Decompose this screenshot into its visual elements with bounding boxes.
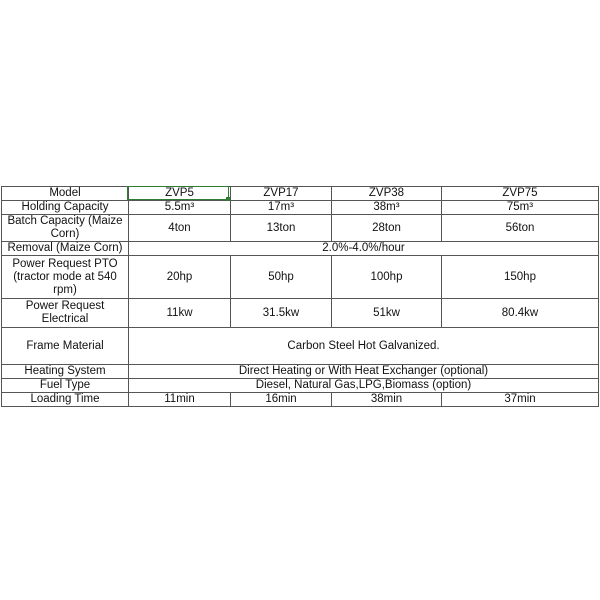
row-model (2, 187, 599, 201)
batch-zvp17[interactable]: 13ton (231, 215, 332, 242)
row-power-pto (2, 256, 599, 299)
model-zvp17[interactable]: ZVP17 (231, 187, 332, 201)
fuel-type-value[interactable]: Diesel, Natural Gas,LPG,Biomass (option) (129, 379, 599, 393)
row-heating-system (2, 365, 599, 379)
label-removal[interactable]: Removal (Maize Corn) (2, 242, 129, 256)
removal-value[interactable]: 2.0%-4.0%/hour (129, 242, 599, 256)
loading-zvp75[interactable]: 37min (442, 393, 599, 407)
label-holding-capacity[interactable]: Holding Capacity (2, 201, 129, 215)
row-fuel-type (2, 379, 599, 393)
electrical-zvp17[interactable]: 31.5kw (231, 299, 332, 328)
row-frame-material (2, 328, 599, 365)
holding-zvp75[interactable]: 75m³ (442, 201, 599, 215)
spec-table (1, 186, 599, 407)
frame-material-value[interactable]: Carbon Steel Hot Galvanized. (129, 328, 599, 365)
pto-zvp17[interactable]: 50hp (231, 256, 332, 299)
row-holding-capacity (2, 201, 599, 215)
pto-zvp5[interactable]: 20hp (129, 256, 231, 299)
label-power-electrical[interactable]: Power Request Electrical (2, 299, 129, 328)
model-zvp75[interactable]: ZVP75 (442, 187, 599, 201)
label-loading-time[interactable]: Loading Time (2, 393, 129, 407)
batch-zvp5[interactable]: 4ton (129, 215, 231, 242)
model-zvp38[interactable]: ZVP38 (332, 187, 442, 201)
holding-zvp5[interactable]: 5.5m³ (129, 201, 231, 215)
pto-zvp75[interactable]: 150hp (442, 256, 599, 299)
row-removal (2, 242, 599, 256)
label-power-pto[interactable]: Power Request PTO (tractor mode at 540 rpm) (2, 256, 129, 299)
label-model[interactable]: Model (2, 187, 129, 201)
heating-system-value[interactable]: Direct Heating or With Heat Exchanger (optional) (129, 365, 599, 379)
pto-zvp38[interactable]: 100hp (332, 256, 442, 299)
batch-zvp38[interactable]: 28ton (332, 215, 442, 242)
row-loading-time (2, 393, 599, 407)
electrical-zvp75[interactable]: 80.4kw (442, 299, 599, 328)
loading-zvp38[interactable]: 38min (332, 393, 442, 407)
electrical-zvp5[interactable]: 11kw (129, 299, 231, 328)
label-batch-capacity[interactable]: Batch Capacity (Maize Corn) (2, 215, 129, 242)
row-batch-capacity (2, 215, 599, 242)
electrical-zvp38[interactable]: 51kw (332, 299, 442, 328)
loading-zvp5[interactable]: 11min (129, 393, 231, 407)
label-fuel-type[interactable]: Fuel Type (2, 379, 129, 393)
holding-zvp17[interactable]: 17m³ (231, 201, 332, 215)
label-frame-material[interactable]: Frame Material (2, 328, 129, 365)
loading-zvp17[interactable]: 16min (231, 393, 332, 407)
holding-zvp38[interactable]: 38m³ (332, 201, 442, 215)
label-heating-system[interactable]: Heating System (2, 365, 129, 379)
fill-handle[interactable] (226, 197, 230, 201)
model-zvp5[interactable]: ZVP5 (129, 187, 231, 201)
batch-zvp75[interactable]: 56ton (442, 215, 599, 242)
row-power-electrical (2, 299, 599, 328)
